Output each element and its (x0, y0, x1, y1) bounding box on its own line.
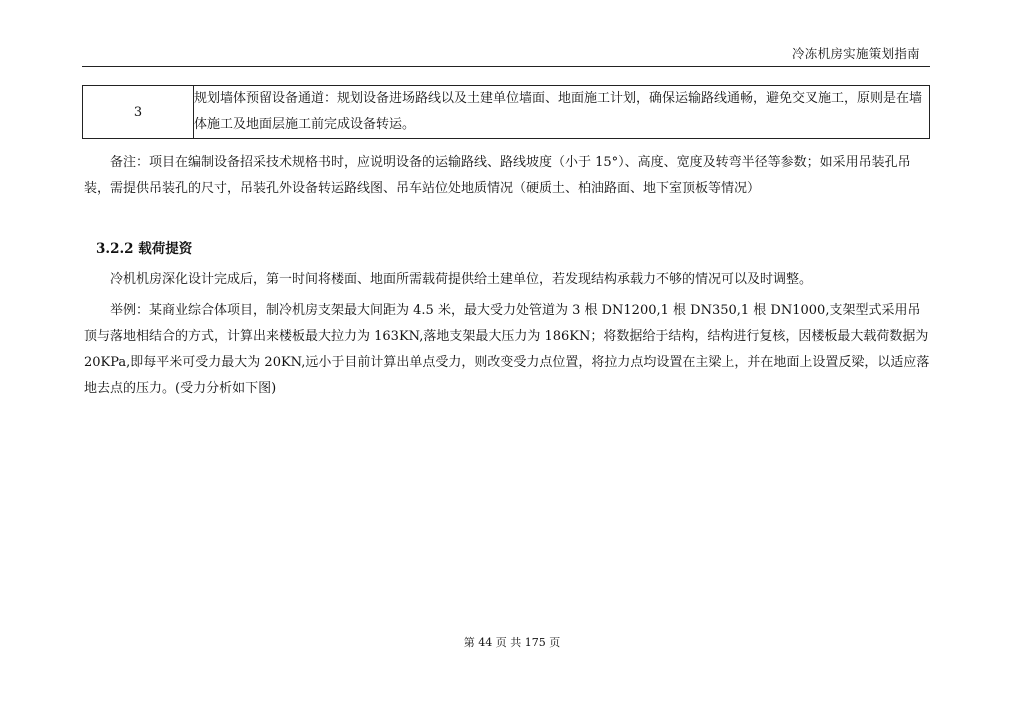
header-divider (82, 66, 930, 67)
page-number: 第 44 页 共 175 页 (463, 636, 561, 649)
paragraph-intro: 冷机机房深化设计完成后，第一时间将楼面、地面所需载荷提供给土建单位，若发现结构承载力不够的情况可以及时调整。 (110, 272, 813, 287)
requirements-table (82, 85, 930, 139)
table-cell-number: 3 (83, 86, 194, 139)
header-title: 冷冻机房实施策划指南 (791, 46, 920, 61)
section-heading: 3.2.2 载荷提资 (96, 241, 193, 257)
table-cell-content: 规划墙体预留设备通道：规划设备进场路线以及土建单位墙面、地面施工计划，确保运输路线通畅，避免交叉施工，原则是在墙体施工及地面层施工前完成设备转运。 (194, 86, 930, 139)
paragraph-example: 举例：某商业综合体项目，制冷机房支架最大间距为 4.5 米，最大受力处管道为 3 根 DN1200,1 根 DN350,1 根 DN1000,支架型式采用吊顶与落地相结合的方式，计算出来楼板最大拉力为 163KN,落地支架最大压力为 186KN；将数据给于结构，结构进行复核，因楼板最大载荷数据为 20KPa,即每平米可受力最大为 20KN,远小于目前计算出单点受力，则改变受力点位置，将拉力点均设置在主梁上，并在地面上设置反梁，以适应落地去点的压力。(受力分析如下图) (84, 303, 930, 396)
note-paragraph: 备注：项目在编制设备招采技术规格书时，应说明设备的运输路线、路线坡度（小于 15°）、高度、宽度及转弯半径等参数；如采用吊装孔吊装，需提供吊装孔的尺寸，吊装孔外设备转运路线图、吊车站位处地质情况（硬质土、柏油路面、地下室顶板等情况） (84, 155, 911, 196)
table-row (83, 86, 930, 139)
